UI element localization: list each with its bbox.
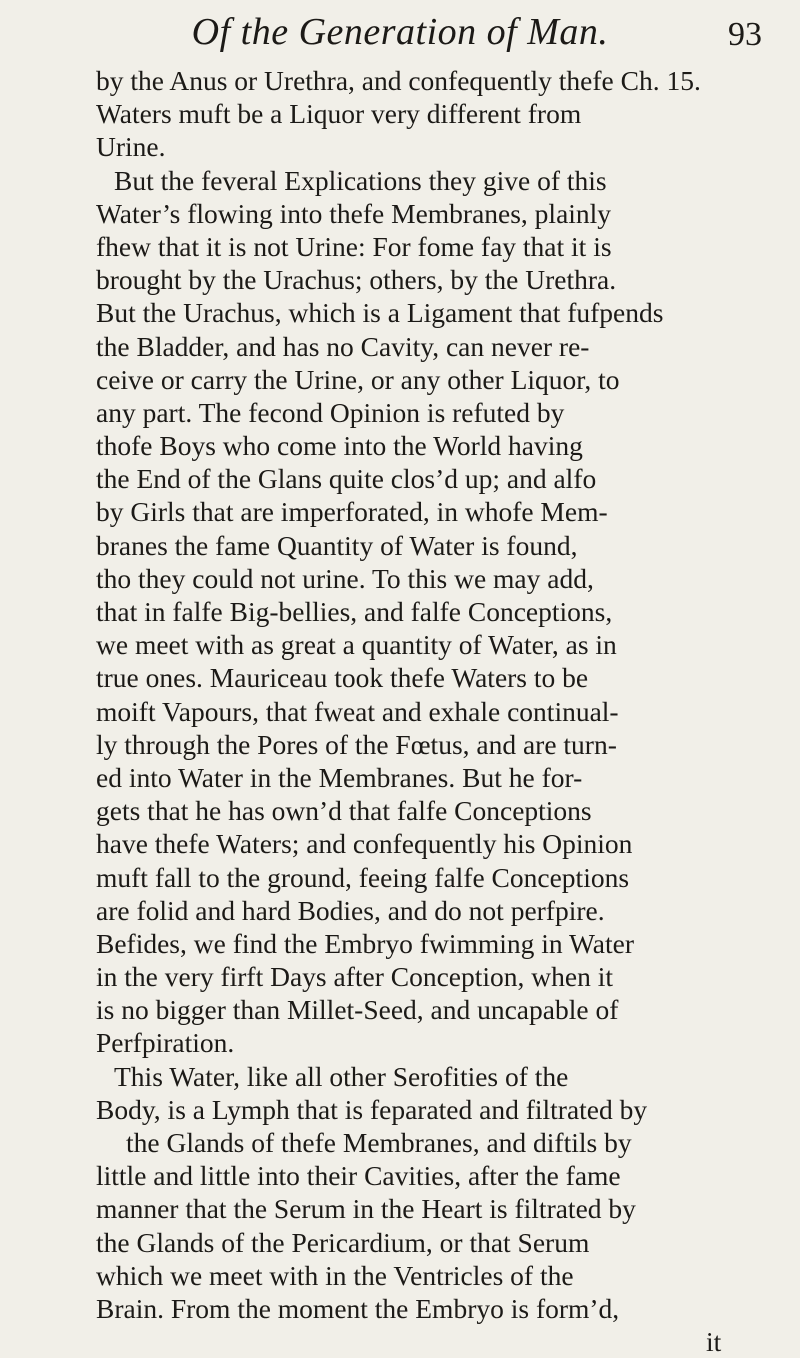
body-text bbox=[96, 64, 776, 1358]
text-line: is no bigger than Millet-Seed, and uncapable of bbox=[96, 994, 619, 1026]
text-line: branes the fame Quantity of Water is found, bbox=[96, 529, 578, 561]
text-line: But the Urachus, which is a Ligament that fufpends bbox=[96, 297, 664, 329]
text-line: have thefe Waters; and confequently his Opinion bbox=[96, 828, 633, 860]
text-line: manner that the Serum in the Heart is filtrated by bbox=[96, 1193, 636, 1225]
catchword: it bbox=[706, 1326, 722, 1358]
text-line: the Glands of the Pericardium, or that Serum bbox=[96, 1226, 590, 1258]
text-line: which we meet with in the Ventricles of the bbox=[96, 1259, 574, 1291]
text-line: tho they could not urine. To this we may add, bbox=[96, 562, 594, 594]
text-line: by Girls that are imperforated, in whofe Mem- bbox=[96, 496, 608, 528]
text-line: that in falfe Big-bellies, and falfe Conceptions, bbox=[96, 596, 613, 627]
text-line: little and little into their Cavities, after the fame bbox=[96, 1160, 621, 1192]
text-line: Brain. From the moment the Embryo is form’d, bbox=[96, 1292, 620, 1324]
text-line: ceive or carry the Urine, or any other Liquor, to bbox=[96, 363, 620, 395]
text-line: fhew that it is not Urine: For fome fay that it is bbox=[96, 230, 612, 262]
running-title: Of the Generation of Man. bbox=[191, 11, 609, 53]
text-line: Waters muft be a Liquor very different from bbox=[96, 98, 582, 130]
text-line: in the very firft Days after Conception, when it bbox=[96, 961, 613, 993]
text-line: Perfpiration. bbox=[96, 1027, 235, 1059]
text-line: by the Anus or Urethra, and confequently thefe Ch. 15. bbox=[96, 65, 701, 96]
text-line: thofe Boys who come into the World having bbox=[96, 430, 583, 462]
text-line: moift Vapours, that fweat and exhale continual- bbox=[96, 695, 619, 727]
text-line: brought by the Urachus; others, by the Urethra. bbox=[96, 264, 617, 296]
page-header bbox=[0, 10, 800, 62]
text-line: the Glands of thefe Membranes, and diftils by bbox=[126, 1127, 632, 1158]
text-line: Befides, we find the Embryo fwimming in Water bbox=[96, 927, 634, 959]
text-line: the End of the Glans quite clos’d up; and alfo bbox=[96, 463, 597, 495]
text-line: true ones. Mauriceau took thefe Waters to be bbox=[96, 662, 589, 694]
text-line: ly through the Pores of the Fœtus, and are turn- bbox=[96, 728, 617, 760]
text-line: the Bladder, and has no Cavity, can never re- bbox=[96, 330, 590, 362]
text-line: any part. The fecond Opinion is refuted by bbox=[96, 396, 565, 428]
text-line: Body, is a Lymph that is feparated and filtrated by bbox=[96, 1093, 648, 1125]
text-line: ed into Water in the Membranes. But he for- bbox=[96, 761, 583, 793]
text-line: are folid and hard Bodies, and do not perfpire. bbox=[96, 894, 605, 926]
text-line: muft fall to the ground, feeing falfe Conceptions bbox=[96, 861, 630, 893]
text-line: we meet with as great a quantity of Water, as in bbox=[96, 629, 617, 661]
text-line: gets that he has own’d that falfe Conceptions bbox=[96, 795, 592, 827]
text-line: But the feveral Explications they give of this bbox=[114, 164, 607, 196]
text-line: Urine. bbox=[96, 131, 166, 163]
text-line: This Water, like all other Serofities of the bbox=[114, 1060, 569, 1092]
page-number: 93 bbox=[728, 16, 762, 53]
text-line: Water’s flowing into thefe Membranes, plainly bbox=[96, 197, 612, 229]
